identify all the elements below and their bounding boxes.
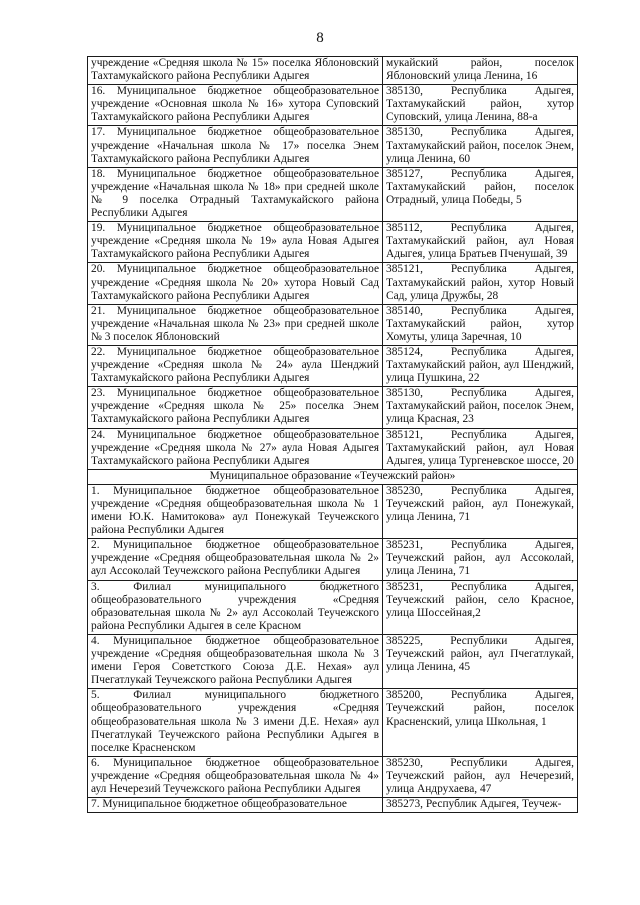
table-row (88, 167, 578, 221)
school-name-cell: 7. Муниципальное бюджетное общеобразовательное (88, 798, 383, 813)
address-cell: 385121, Республика Адыгея, Тахтамукайский район, хутор Новый Сад, улица Дружбы, 28 (383, 263, 578, 304)
school-name-cell: 6. Муниципальное бюджетное общеобразовательное учреждение «Средняя общеобразовательная школа № 4» аул Нечерезий Теучежского района Республики Адыгея (88, 756, 383, 797)
address-cell: 385112, Республика Адыгея, Тахтамукайский район, аул Новая Адыгея, улица Братьев Пченушай, 39 (383, 222, 578, 263)
address-cell: 385140, Республика Адыгея, Тахтамукайский район, хутор Хомуты, улица Заречная, 10 (383, 304, 578, 345)
school-name-cell: 23. Муниципальное бюджетное общеобразовательное учреждение «Средняя школа № 25» поселка Энем Тахтамукайского района Республики Адыгея (88, 387, 383, 428)
address-cell: 385130, Республика Адыгея, Тахтамукайский район, поселок Энем, улица Красная, 23 (383, 387, 578, 428)
address-cell: мукайский район, поселок Яблоновский улица Ленина, 16 (383, 57, 578, 85)
address-cell: 385200, Республика Адыгея, Теучежский район, поселок Красненский, улица Школьная, 1 (383, 689, 578, 756)
school-name-cell: 20. Муниципальное бюджетное общеобразовательное учреждение «Средняя школа № 20» хутора Новый Сад Тахтамукайского района Республики Адыгея (88, 263, 383, 304)
school-name-cell: 2. Муниципальное бюджетное общеобразовательное учреждение «Средняя общеобразовательная школа № 2» аул Ассоколай Теучежского района Республики Адыгея (88, 539, 383, 580)
address-cell: 385130, Республика Адыгея, Тахтамукайский район, хутор Суповский, улица Ленина, 88-а (383, 85, 578, 126)
address-cell: 385124, Республика Адыгея, Тахтамукайский район, аул Шенджий, улица Пушкина, 22 (383, 345, 578, 386)
table-row (88, 689, 578, 756)
table-row (88, 57, 578, 85)
section-header-row (88, 469, 578, 484)
address-cell: 385225, Республики Адыгея, Теучежский район, аул Пчегатлукай, улица Ленина, 45 (383, 634, 578, 688)
school-name-cell: 4. Муниципальное бюджетное общеобразовательное учреждение «Средняя общеобразовательная школа № 3 имени Героя Советсткого Союза Д.Е. Нехая» аул Пчегатлукай Теучежского района Республики Адыгея (88, 634, 383, 688)
schools-table (87, 56, 578, 813)
table-row (88, 263, 578, 304)
table-row (88, 85, 578, 126)
table-row (88, 345, 578, 386)
address-cell: 385230, Республика Адыгея, Теучежский район, аул Понежукай, улица Ленина, 71 (383, 484, 578, 538)
table-row (88, 304, 578, 345)
school-name-cell: 21. Муниципальное бюджетное общеобразовательное учреждение «Начальная школа № 23» при средней школе № 3 поселок Яблоновский (88, 304, 383, 345)
school-name-cell: 16. Муниципальное бюджетное общеобразовательное учреждение «Основная школа № 16» хутора Суповский Тахтамукайского района Республики Адыгея (88, 85, 383, 126)
address-cell: 385273, Республик Адыгея, Теучеж- (383, 798, 578, 813)
table-row (88, 428, 578, 469)
address-cell: 385127, Республика Адыгея, Тахтамукайский район, поселок Отрадный, улица Победы, 5 (383, 167, 578, 221)
address-cell: 385231, Республика Адыгея, Теучежский район, аул Ассоколай, улица Ленина, 71 (383, 539, 578, 580)
section-title: Муниципальное образование «Теучежский район» (88, 469, 578, 484)
school-name-cell: 19. Муниципальное бюджетное общеобразовательное учреждение «Средняя школа № 19» аула Новая Адыгея Тахтамукайского района Республики Адыгея (88, 222, 383, 263)
school-name-cell: 22. Муниципальное бюджетное общеобразовательное учреждение «Средняя школа № 24» аула Шенджий Тахтамукайского района Республики Адыгея (88, 345, 383, 386)
address-cell: 385130, Республика Адыгея, Тахтамукайский район, поселок Энем, улица Ленина, 60 (383, 126, 578, 167)
table-row (88, 222, 578, 263)
address-cell: 385230, Республики Адыгея, Теучежский район, аул Нечерезий, улица Андрухаева, 47 (383, 756, 578, 797)
page-number: 8 (316, 30, 324, 46)
school-name-cell: 24. Муниципальное бюджетное общеобразовательное учреждение «Средняя школа № 27» аула Новая Адыгея Тахтамукайского района Республики Адыгея (88, 428, 383, 469)
school-name-cell: 18. Муниципальное бюджетное общеобразовательное учреждение «Начальная школа № 18» при средней школе № 9 поселка Отрадный Тахтамукайского района Республики Адыгея (88, 167, 383, 221)
school-name-cell: 17. Муниципальное бюджетное общеобразовательное учреждение «Начальная школа № 17» поселка Энем Тахтамукайского района Республики Адыгея (88, 126, 383, 167)
school-name-cell: 3. Филиал муниципального бюджетного общеобразовательного учреждения «Средняя образовательная школа № 2» аул Ассоколай Теучежского района Республики Адыгея в селе Красном (88, 580, 383, 634)
address-cell: 385231, Республика Адыгея, Теучежский район, село Красное, улица Шоссейная,2 (383, 580, 578, 634)
table-row (88, 798, 578, 813)
table-row (88, 756, 578, 797)
table-row (88, 634, 578, 688)
school-name-cell: 5. Филиал муниципального бюджетного общеобразовательного учреждения «Средняя общеобразовательная школа № 3 имени Д.Е. Нехая» аул Пчегатлукай Теучежского района Республики Адыгея в поселке Красненском (88, 689, 383, 756)
table-row (88, 539, 578, 580)
table-row (88, 126, 578, 167)
table-row (88, 580, 578, 634)
table-row (88, 387, 578, 428)
school-name-cell: учреждение «Средняя школа № 15» поселка Яблоновский Тахтамукайского района Республики Адыгея (88, 57, 383, 85)
table-row (88, 484, 578, 538)
address-cell: 385121, Республика Адыгея, Тахтамукайский район, аул Новая Адыгея, улица Тургеневское шоссе, 20 (383, 428, 578, 469)
school-name-cell: 1. Муниципальное бюджетное общеобразовательное учреждение «Средняя общеобразовательная школа № 1 имени Ю.К. Намитокова» аул Понежукай Теучежского района Республики Адыгея (88, 484, 383, 538)
